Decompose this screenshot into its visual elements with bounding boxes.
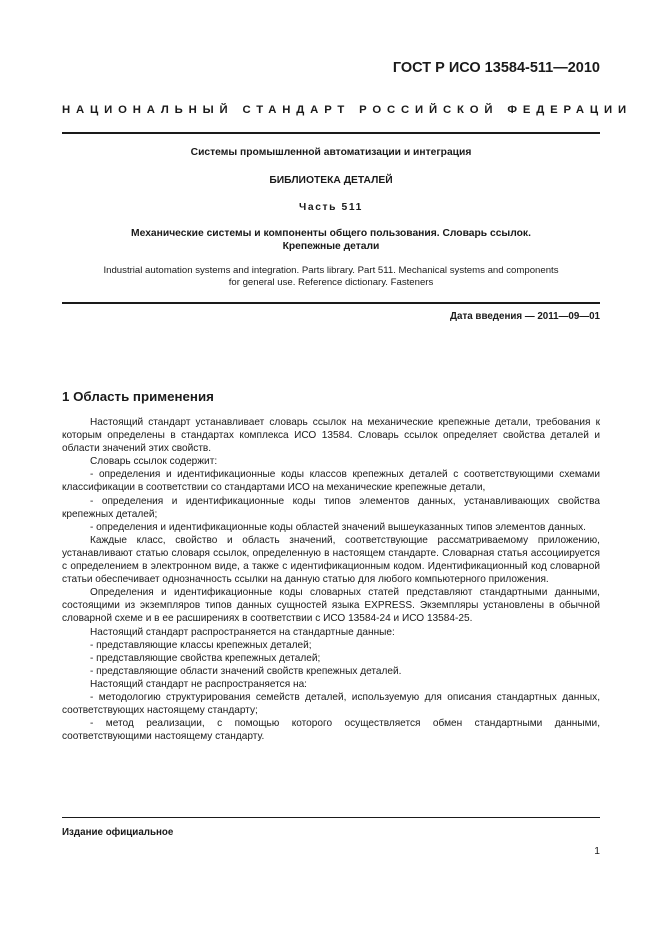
body-paragraph: Настоящий стандарт распространяется на стандартные данные: — [90, 626, 395, 638]
series-title: Системы промышленной автоматизации и интеграция — [190, 147, 472, 158]
body-paragraph: - метод реализации, с помощью которого осуществляется обмен стандартными данными, соответствующими настоящему стандарту. — [62, 718, 600, 743]
footer-divider — [62, 817, 600, 818]
body-paragraph: - представляющие классы крепежных деталей; — [90, 639, 312, 651]
subtitle — [62, 227, 600, 253]
body-paragraph: - определения и идентификационные коды классов крепежных деталей с соответствующими схемами классификации в соответствии со стандартами ИСО на механические крепежные детали, — [62, 469, 600, 494]
part-label: Часть 511 — [299, 202, 363, 213]
official-edition-label: Издание официальное — [62, 827, 174, 838]
body-paragraph: Настоящий стандарт устанавливает словарь ссылок на механические крепежные детали, требования к которым определены в стандартах комплекса ИСО 13584. Словарь ссылок определяет свойства деталей и области значений этих свойств. — [62, 417, 600, 455]
body-paragraph: Словарь ссылок содержит: — [90, 456, 218, 468]
document-number: ГОСТ Р ИСО 13584-511—2010 — [392, 60, 600, 76]
body-paragraph: Определения и идентификационные коды словарных статей представляют стандартными данными, состоящими из экземпляров типов данных сущностей языка EXPRESS. Экземпляры установлены в обычной словарной схеме и в ее расширениях в соответствии с ИСО 13584-24 и ИСО 13584-25. — [62, 587, 600, 625]
english-title-line-1: Industrial automation systems and integration. Parts library. Part 511. Mechanical systems and components — [103, 265, 559, 276]
national-standard-heading: НАЦИОНАЛЬНЫЙ СТАНДАРТ РОССИЙСКОЙ ФЕДЕРАЦИИ — [62, 104, 632, 116]
english-title-line-2: for general use. Reference dictionary. Fasteners — [228, 277, 434, 288]
subtitle-line-1: Механические системы и компоненты общего пользования. Словарь ссылок. — [131, 228, 531, 239]
body-paragraph: Настоящий стандарт не распространяется на: — [90, 678, 307, 690]
english-title — [62, 265, 600, 289]
body-paragraph: - представляющие области значений свойств крепежных деталей. — [90, 665, 402, 677]
title-divider — [62, 302, 600, 304]
library-title: БИБЛИОТЕКА ДЕТАЛЕЙ — [269, 175, 393, 186]
body-paragraph: - представляющие свойства крепежных деталей; — [90, 652, 321, 664]
page-number: 1 — [594, 846, 600, 857]
body-paragraph: - определения и идентификационные коды типов элементов данных, устанавливающих свойства крепежных деталей; — [62, 495, 600, 520]
subtitle-line-2: Крепежные детали — [282, 241, 380, 252]
body-paragraph: Каждые класс, свойство и область значений, соответствующие рассматриваемому приложению, устанавливают статью словаря ссылок, определенную в настоящем стандарте. Словарная статья ассоциируется с определением в электронном виде, а также с идентификационным кодом. Идентификационный код словарной статьи обеспечивает однозначность ссылки на данную статью для любого компьютерного приложения. — [62, 534, 600, 586]
header-divider — [62, 132, 600, 134]
section-title: 1 Область применения — [62, 389, 214, 404]
body-paragraph: - методологию структурирования семейств деталей, используемую для описания стандартных данных, соответствующих настоящему стандарту; — [62, 691, 600, 717]
section-body — [62, 416, 600, 743]
introduction-date: Дата введения — 2011—09—01 — [450, 311, 600, 322]
body-paragraph: - определения и идентификационные коды областей значений вышеуказанных типов элементов данных. — [90, 521, 586, 533]
